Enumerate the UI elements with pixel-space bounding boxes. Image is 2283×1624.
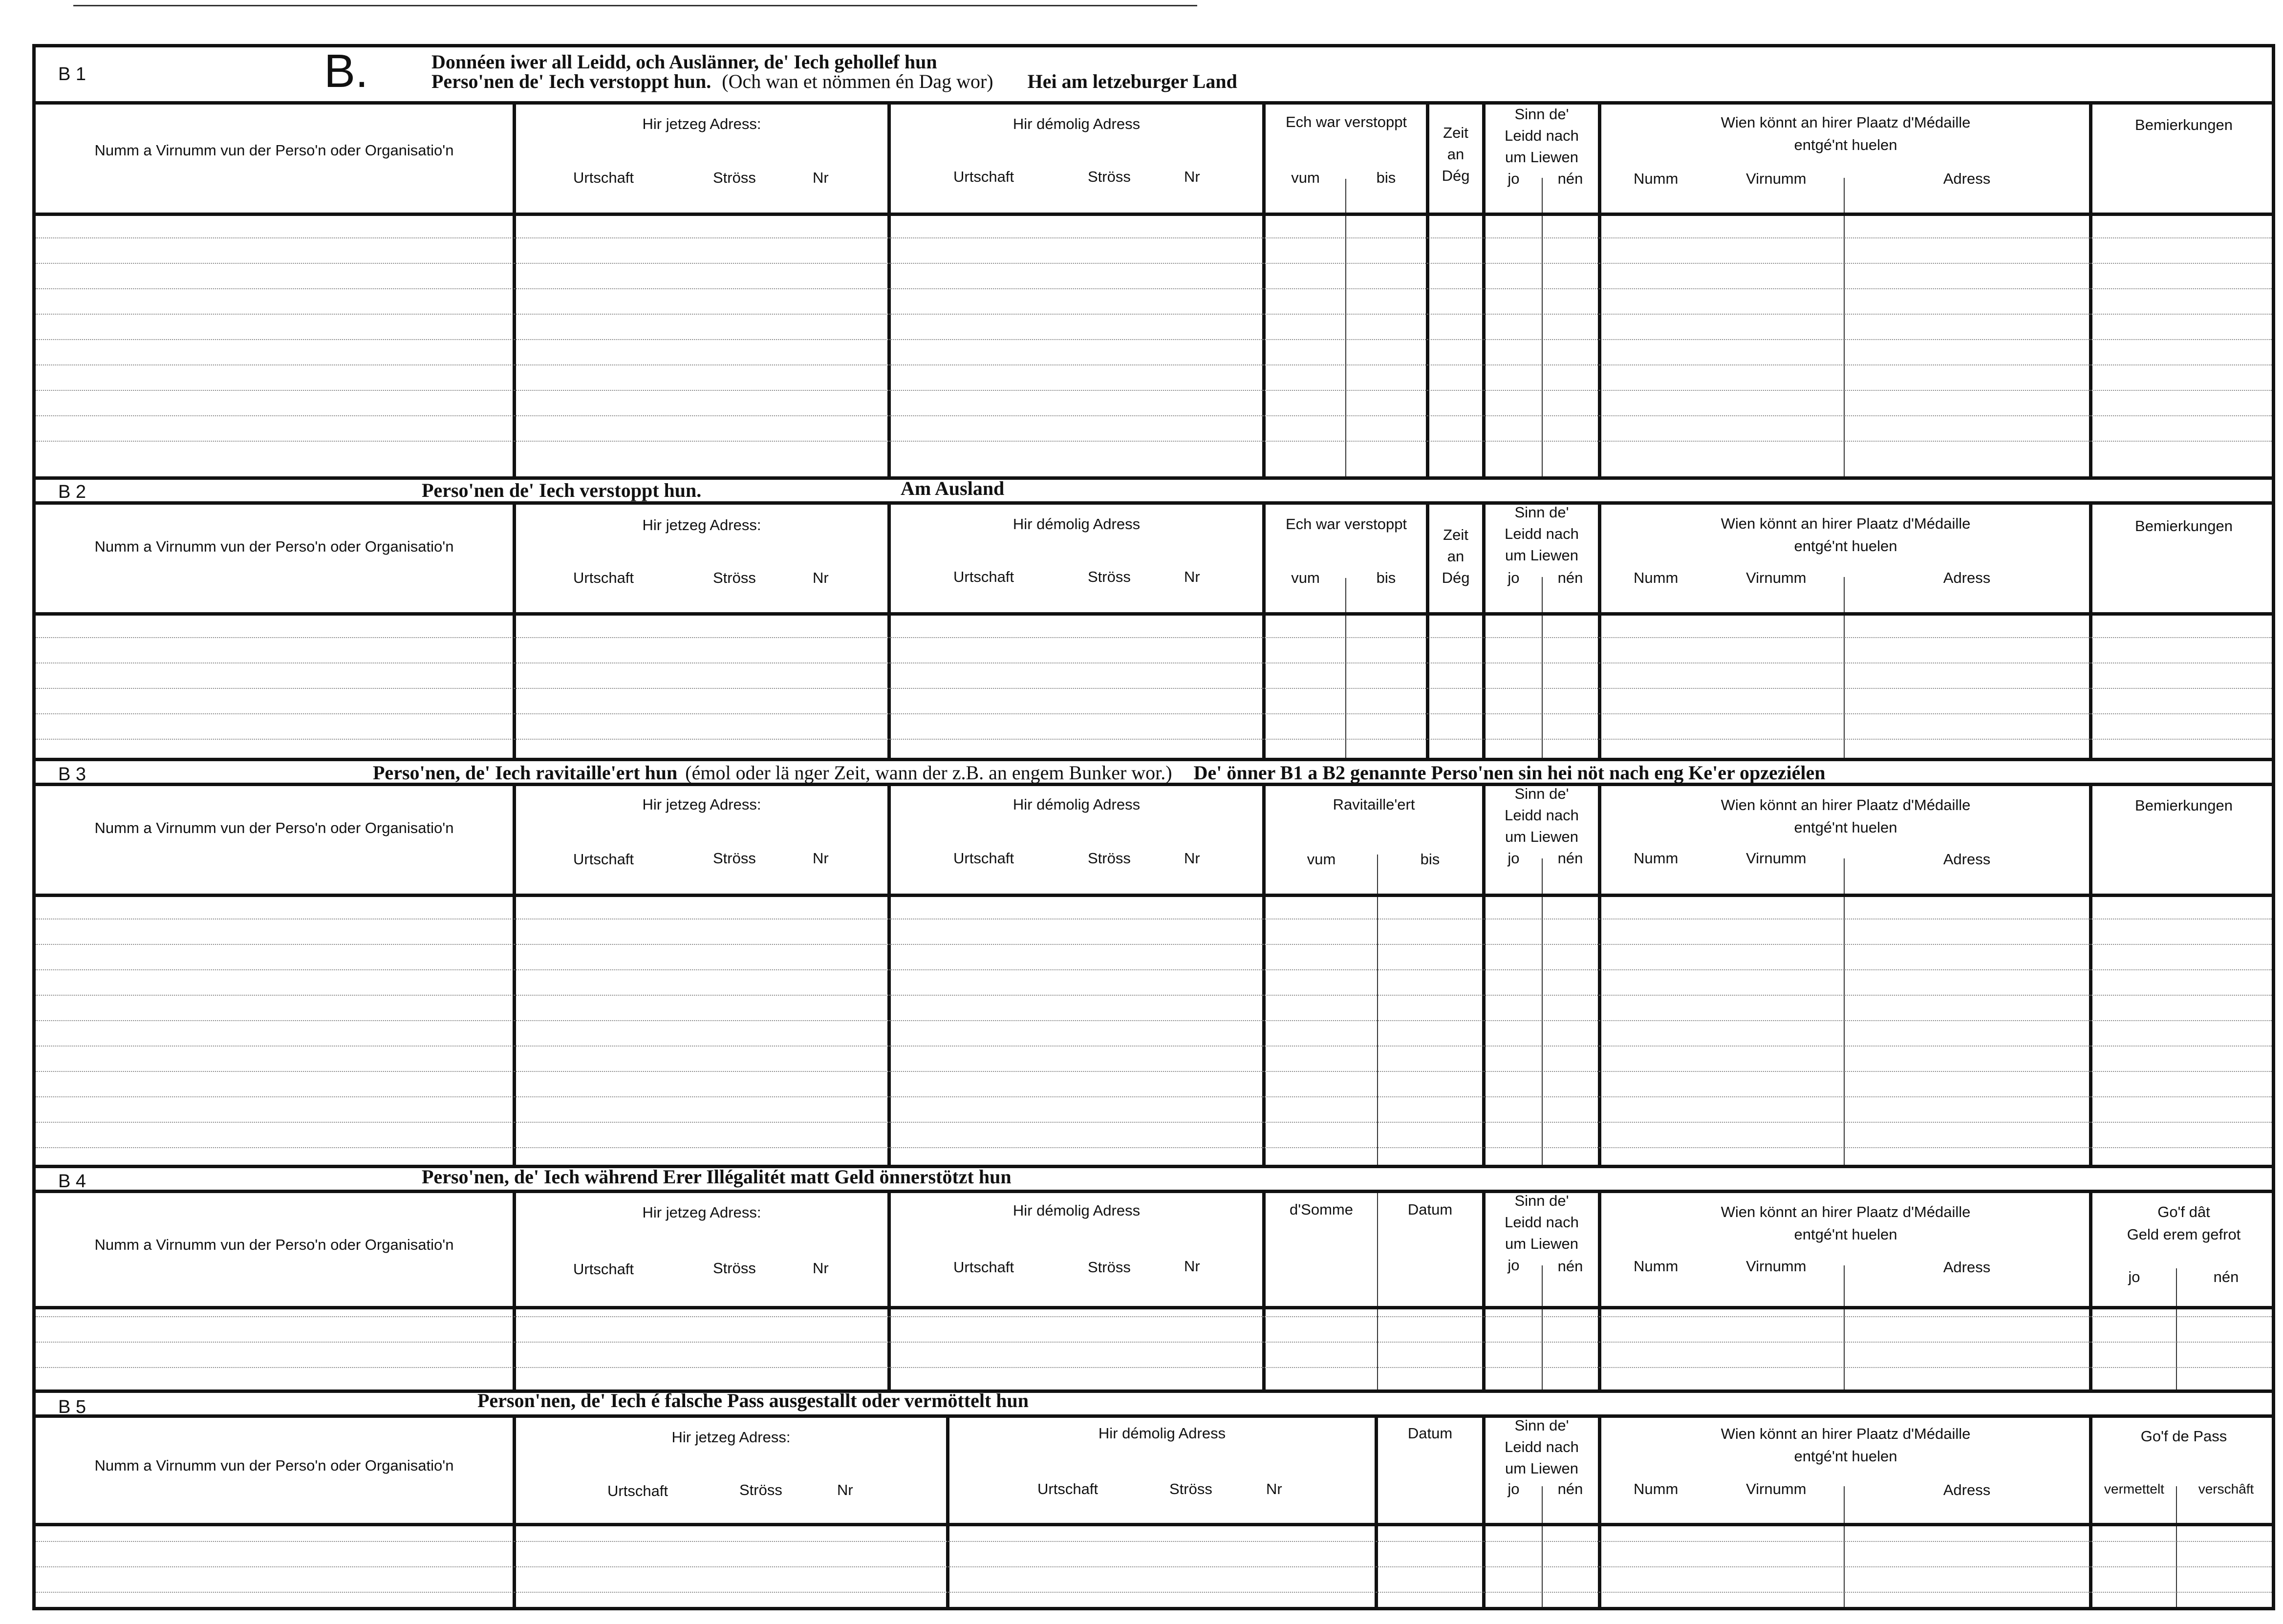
header-zeit-an-deg: Zeit an Dég <box>1442 526 1470 586</box>
section-b5-entry-rows[interactable] <box>36 1526 2272 1607</box>
header-vum: vum <box>1307 851 1336 868</box>
header-stross: Ströss <box>713 569 756 586</box>
section-b2-entry-rows[interactable] <box>36 616 2272 758</box>
header-stross: Ströss <box>1088 568 1131 585</box>
section-b4-title: Perso'nen, de' Iech während Erer Illégalitét matt Geld önnerstötzt hun <box>422 1166 1012 1188</box>
header-hir-jetzeg: Hir jetzeg Adress: <box>642 796 761 813</box>
header-nr: Nr <box>1266 1480 1282 1497</box>
header-adress: Adress <box>1943 1481 1991 1498</box>
form-letter: B. <box>324 45 368 97</box>
header-wien-medaille: Wien könnt an hirer Plaatz d'Médaille entgé'nt huelen <box>1721 1203 1971 1243</box>
header-bemierkungen: Bemierkungen <box>2135 517 2233 534</box>
header-hir-jetzeg: Hir jetzeg Adress: <box>642 115 761 132</box>
header-sinn-de-leidd: Sinn de' Leidd nach um Liewen <box>1505 1192 1579 1252</box>
header-jo: jo <box>1508 1480 1520 1497</box>
header-urtschaft: Urtschaft <box>573 1261 634 1278</box>
header-nr: Nr <box>813 169 829 186</box>
section-b3-header <box>36 786 2272 897</box>
intro-line-2 <box>431 70 1237 93</box>
header-wien-medaille: Wien könnt an hirer Plaatz d'Médaille entgé'nt huelen <box>1721 114 1971 153</box>
section-code: B 1 <box>58 64 86 85</box>
header-vum: vum <box>1291 569 1320 586</box>
header-hir-jetzeg: Hir jetzeg Adress: <box>642 516 761 534</box>
header-sinn-de-leidd: Sinn de' Leidd nach um Liewen <box>1505 785 1579 845</box>
header-urtschaft: Urtschaft <box>1037 1480 1098 1497</box>
header-nen: nén <box>2213 1268 2239 1285</box>
header-hir-demolig: Hir démolig Adress <box>1012 1202 1141 1219</box>
header-urtschaft: Urtschaft <box>573 569 634 586</box>
header-urtschaft: Urtschaft <box>573 851 634 868</box>
header-virnumm: Virnumm <box>1746 1480 1807 1497</box>
header-bis: bis <box>1420 851 1440 868</box>
header-sinn-de-leidd: Sinn de' Leidd nach um Liewen <box>1505 504 1579 564</box>
header-ech-war-verstoppt: Ech war verstoppt <box>1285 515 1407 533</box>
header-ravitailleert: Ravitaille'ert <box>1333 796 1415 813</box>
section-b3-entry-rows[interactable] <box>36 897 2272 1165</box>
header-adress: Adress <box>1943 170 1991 187</box>
header-dsomme: d'Somme <box>1290 1201 1353 1218</box>
section-code: B 3 <box>58 764 86 785</box>
header-hir-jetzeg: Hir jetzeg Adress: <box>642 1204 761 1221</box>
header-bemierkungen: Bemierkungen <box>2135 797 2233 814</box>
header-zeit-an-deg: Zeit an Dég <box>1442 124 1470 184</box>
header-hir-demolig: Hir démolig Adress <box>1012 115 1141 132</box>
section-b3-title-c: De' önner B1 a B2 genannte Perso'nen sin hei nöt nach eng Ke'er opzeziélen <box>1193 762 1826 784</box>
section-b2 <box>36 477 2272 758</box>
section-b2-header <box>36 505 2272 616</box>
section-b4-header <box>36 1193 2272 1309</box>
section-b3-title <box>373 761 1826 784</box>
header-hir-demolig: Hir démolig Adress <box>1012 796 1141 813</box>
section-b5-header <box>36 1418 2272 1526</box>
header-vum: vum <box>1291 169 1320 186</box>
header-nr: Nr <box>837 1481 853 1498</box>
header-virnumm: Virnumm <box>1746 569 1807 586</box>
header-wien-medaille: Wien könnt an hirer Plaatz d'Médaille entgé'nt huelen <box>1721 515 1971 555</box>
section-b5-title: Person'nen, de' Iech é falsche Pass ausgestallt oder vermöttelt hun <box>477 1389 1029 1411</box>
header-sinn-de-leidd: Sinn de' Leidd nach um Liewen <box>1505 106 1579 166</box>
header-numm: Numm <box>1634 170 1679 187</box>
header-bemierkungen: Bemierkungen <box>2135 116 2233 133</box>
header-numm: Numm <box>1634 1480 1679 1497</box>
header-adress: Adress <box>1943 569 1991 586</box>
section-b5-title-bar <box>36 1389 2272 1418</box>
header-wien-medaille: Wien könnt an hirer Plaatz d'Médaille entgé'nt huelen <box>1721 1425 1971 1465</box>
section-b4-entry-rows[interactable] <box>36 1309 2272 1389</box>
header-vermettelt: vermettelt <box>2104 1481 2164 1496</box>
header-sinn-de-leidd: Sinn de' Leidd nach um Liewen <box>1505 1417 1579 1477</box>
section-b1-title-bar <box>36 47 2272 105</box>
section-b3-title-bar <box>36 761 2272 786</box>
header-stross: Ströss <box>1088 168 1131 185</box>
header-nr: Nr <box>813 569 829 586</box>
section-b1 <box>36 47 2272 476</box>
header-bis: bis <box>1376 169 1396 186</box>
header-datum: Datum <box>1407 1201 1453 1218</box>
header-hir-demolig: Hir démolig Adress <box>1098 1425 1226 1442</box>
header-adress: Adress <box>1943 1259 1991 1276</box>
header-numm: Numm <box>1634 569 1679 586</box>
section-code: B 2 <box>58 482 86 502</box>
header-nen: nén <box>1557 1258 1583 1275</box>
section-b2-title-bar <box>36 477 2272 505</box>
intro-line-2-b: (Och wan et nömmen én Dag wor) <box>722 70 993 92</box>
header-stross: Ströss <box>713 850 756 867</box>
header-hir-demolig: Hir démolig Adress <box>1012 515 1141 533</box>
header-stross: Ströss <box>713 169 756 186</box>
header-stross: Ströss <box>713 1260 756 1277</box>
header-datum: Datum <box>1407 1425 1453 1442</box>
section-b1-entry-rows[interactable] <box>36 216 2272 476</box>
header-stross: Ströss <box>1088 850 1131 867</box>
header-nr: Nr <box>1184 1258 1200 1275</box>
header-bis: bis <box>1376 569 1396 586</box>
header-urtschaft: Urtschaft <box>953 850 1014 867</box>
header-virnumm: Virnumm <box>1746 850 1807 867</box>
section-b3-title-a: Perso'nen, de' Iech ravitaille'ert hun <box>373 762 678 784</box>
header-gof-de-pass: Go'f de Pass <box>2140 1428 2227 1445</box>
header-numm-virnumm: Numm a Virnumm vun der Perso'n oder Organisatio'n <box>94 1457 454 1474</box>
header-numm-virnumm: Numm a Virnumm vun der Perso'n oder Organisatio'n <box>94 142 454 159</box>
header-numm: Numm <box>1634 1258 1679 1275</box>
header-verschaft: verschâft <box>2198 1481 2254 1496</box>
intro-line-2-c: Hei am letzeburger Land <box>1027 70 1237 92</box>
header-urtschaft: Urtschaft <box>953 568 1014 585</box>
header-nr: Nr <box>1184 568 1200 585</box>
section-code: B 5 <box>58 1397 86 1417</box>
header-nen: nén <box>1557 1480 1583 1497</box>
header-jo: jo <box>1508 569 1520 586</box>
header-nr: Nr <box>1184 850 1200 867</box>
section-b5 <box>36 1389 2272 1607</box>
header-hir-jetzeg: Hir jetzeg Adress: <box>671 1429 791 1446</box>
header-numm-virnumm: Numm a Virnumm vun der Perso'n oder Organisatio'n <box>94 1236 454 1253</box>
section-b2-title: Perso'nen de' Iech verstoppt hun. <box>422 479 702 501</box>
header-jo: jo <box>2128 1268 2140 1285</box>
section-b3 <box>36 761 2272 1165</box>
header-wien-medaille: Wien könnt an hirer Plaatz d'Médaille entgé'nt huelen <box>1721 796 1971 836</box>
intro-line-2-a: Perso'nen de' Iech verstoppt hun. <box>431 70 711 92</box>
header-virnumm: Virnumm <box>1746 1258 1807 1275</box>
section-b1-header <box>36 105 2272 216</box>
section-b2-place: Am Ausland <box>901 477 1005 499</box>
header-numm-virnumm: Numm a Virnumm vun der Perso'n oder Organisatio'n <box>94 538 454 555</box>
header-stross: Ströss <box>1088 1259 1131 1276</box>
header-numm-virnumm: Numm a Virnumm vun der Perso'n oder Organisatio'n <box>94 819 454 836</box>
header-ech-war-verstoppt: Ech war verstoppt <box>1285 113 1407 130</box>
section-b4-title-bar <box>36 1168 2272 1193</box>
header-gof-dat-geld: Go'f dât Geld erem gefrot <box>2127 1203 2241 1243</box>
header-urtschaft: Urtschaft <box>953 1259 1014 1276</box>
section-b3-title-b: (émol oder lä nger Zeit, wann der z.B. an engem Bunker wor.) <box>685 762 1172 784</box>
header-urtschaft: Urtschaft <box>573 169 634 186</box>
header-stross: Ströss <box>739 1481 782 1498</box>
header-nen: nén <box>1557 850 1583 867</box>
intro-line-1: Donnéen iwer all Leidd, och Auslänner, de' Iech gehollef hun <box>431 51 937 73</box>
header-nen: nén <box>1557 170 1583 187</box>
header-urtschaft: Urtschaft <box>953 168 1014 185</box>
page-top-edge <box>73 5 1197 6</box>
header-nr: Nr <box>813 1260 829 1277</box>
section-b4 <box>36 1168 2272 1389</box>
header-adress: Adress <box>1943 851 1991 868</box>
header-numm: Numm <box>1634 850 1679 867</box>
header-stross: Ströss <box>1169 1480 1212 1497</box>
header-virnumm: Virnumm <box>1746 170 1807 187</box>
header-nr: Nr <box>813 850 829 867</box>
header-jo: jo <box>1508 170 1520 187</box>
section-code: B 4 <box>58 1171 86 1192</box>
header-jo: jo <box>1508 1257 1520 1274</box>
form-b <box>32 44 2275 1610</box>
header-jo: jo <box>1508 850 1520 867</box>
header-urtschaft: Urtschaft <box>607 1482 668 1499</box>
header-nr: Nr <box>1184 168 1200 185</box>
header-nen: nén <box>1557 569 1583 586</box>
